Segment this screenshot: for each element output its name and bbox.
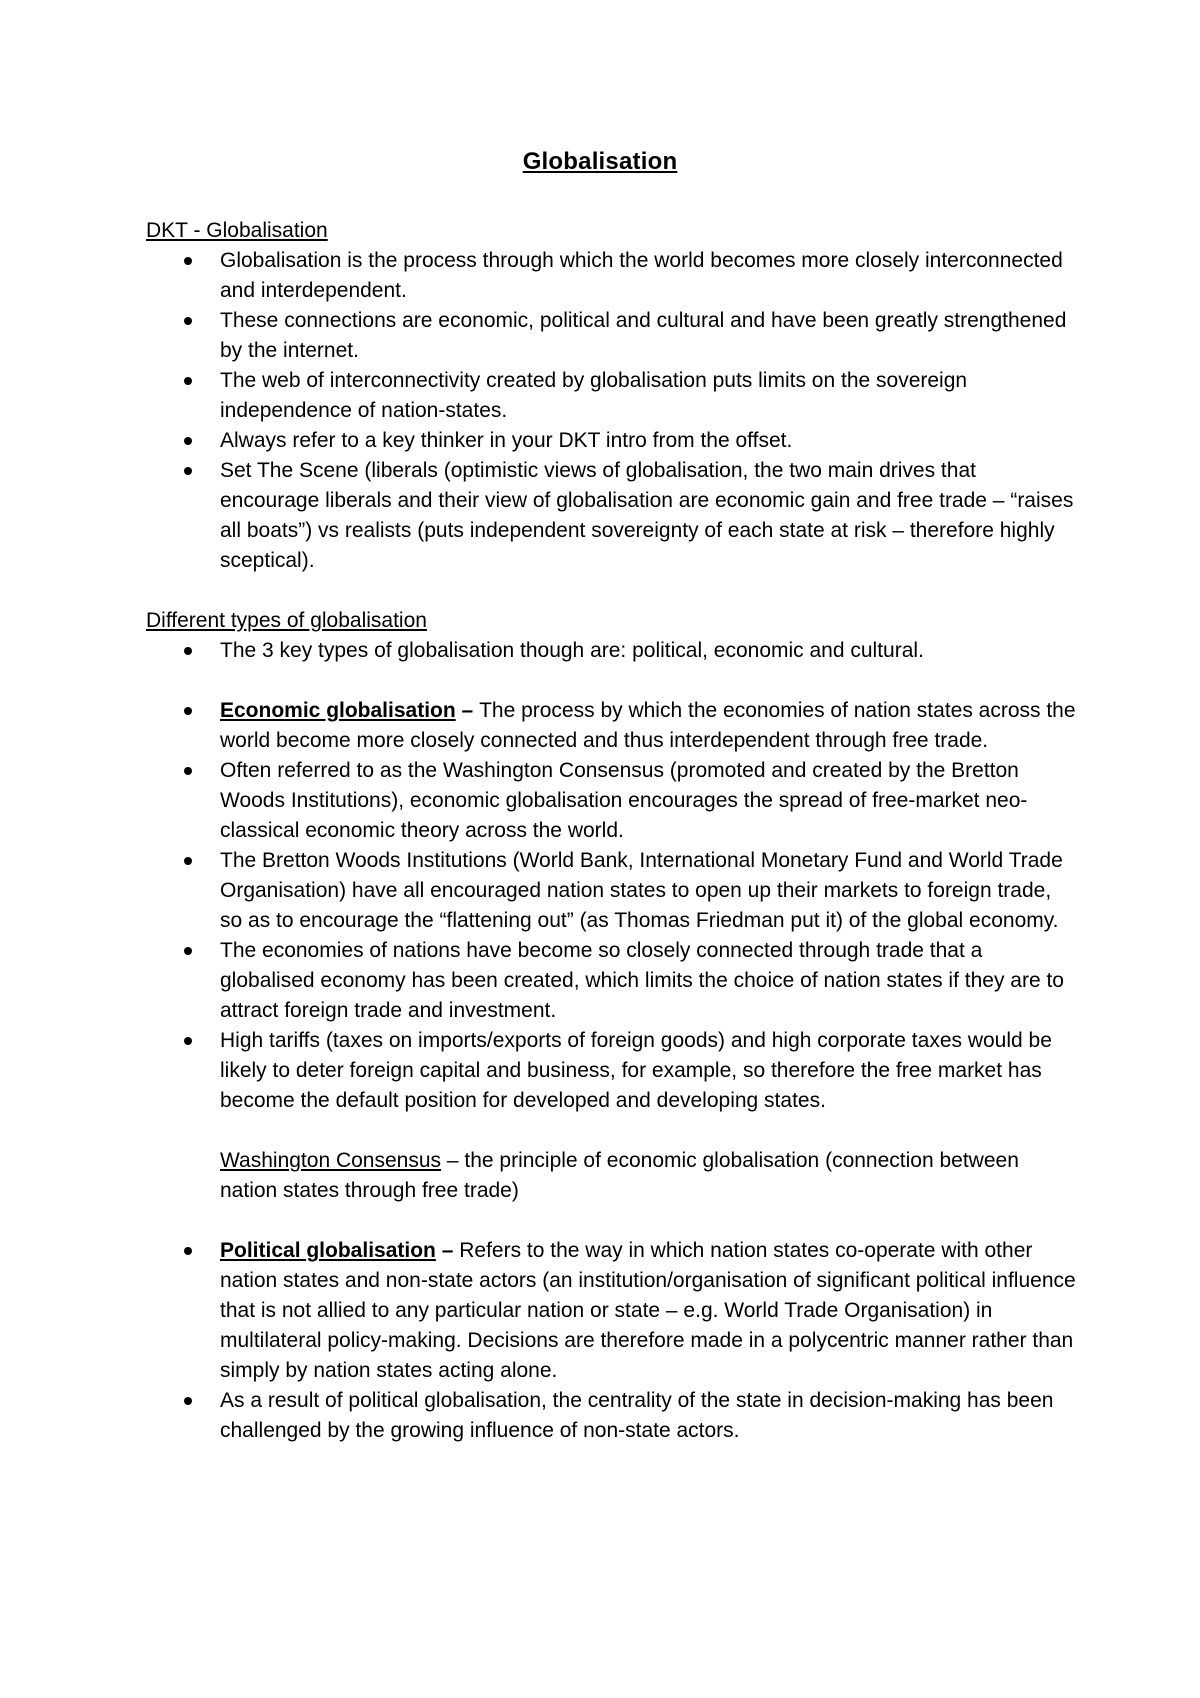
economic-globalisation-list — [146, 696, 1076, 1116]
list-item-text: The Bretton Woods Institutions (World Bank, International Monetary Fund and World Trade Organisation) have all encouraged nation states to open up their markets to foreign trade, so as to encourage the “flattening out” (as Thomas Friedman put it) of the global economy. — [220, 849, 1063, 932]
list-item-text: The web of interconnectivity created by globalisation puts limits on the sovereign independence of nation-states. — [220, 369, 968, 422]
bullet-icon — [184, 467, 192, 475]
dkt-bullet-list — [146, 246, 1076, 576]
bullet-icon — [184, 647, 192, 655]
bullet-icon — [184, 257, 192, 265]
bullet-icon — [184, 947, 192, 955]
bullet-icon — [184, 1247, 192, 1255]
washington-consensus-text: – the principle of economic globalisation (connection between nation states through free trade) — [220, 1149, 1019, 1202]
political-globalisation-term: Political globalisation — [220, 1239, 436, 1262]
political-globalisation-definition: Refers to the way in which nation states co-operate with other nation states and non-state actors (an institution/organisation of significant political influence that is not allied to any particular nation or state – e.g. World Trade Organisation) in multilateral policy-making. Decisions are therefore made in a polycentric manner rather than simply by nation states acting alone. — [220, 1239, 1076, 1382]
spacer — [146, 1116, 1076, 1146]
economic-globalisation-term: Economic globalisation — [220, 699, 456, 722]
list-item — [146, 366, 1076, 426]
list-item — [146, 1236, 1076, 1386]
bullet-icon — [184, 377, 192, 385]
section-heading-dkt: DKT - Globalisation — [146, 219, 328, 242]
list-item-text: The 3 key types of globalisation though are: political, economic and cultural. — [220, 639, 924, 662]
list-item — [146, 306, 1076, 366]
list-item-text: High tariffs (taxes on imports/exports of foreign goods) and high corporate taxes would be likely to deter foreign capital and business, for example, so therefore the free market has become the default position for developed and developing states. — [220, 1029, 1052, 1112]
bullet-icon — [184, 857, 192, 865]
list-item — [146, 846, 1076, 936]
list-item-text: Globalisation is the process through which the world becomes more closely interconnected and interdependent. — [220, 249, 1063, 302]
political-globalisation-list — [146, 1236, 1076, 1446]
term-dash: – — [455, 699, 480, 722]
list-item-text: These connections are economic, political and cultural and have been greatly strengthened by the internet. — [220, 309, 1067, 362]
washington-consensus-definition — [146, 1146, 1076, 1206]
list-item — [146, 696, 1076, 756]
list-item — [146, 1026, 1076, 1116]
list-item-text: Often referred to as the Washington Consensus (promoted and created by the Bretton Woods Institutions), economic globalisation encourages the spread of free-market neo-classical economic theory across the world. — [220, 759, 1028, 842]
list-item — [146, 1386, 1076, 1446]
spacer — [146, 1206, 1076, 1236]
economic-globalisation-definition: The process by which the economies of nation states across the world become more closely connected and thus interdependent through free trade. — [220, 699, 1076, 752]
types-intro-list — [146, 636, 1076, 666]
list-item — [146, 936, 1076, 1026]
list-item — [146, 246, 1076, 306]
spacer — [146, 666, 1076, 696]
bullet-icon — [184, 707, 192, 715]
list-item-text: The economies of nations have become so closely connected through trade that a globalised economy has been created, which limits the choice of nation states if they are to attract foreign trade and investment. — [220, 939, 1064, 1022]
list-item — [146, 636, 1076, 666]
term-dash: – — [435, 1239, 460, 1262]
bullet-icon — [184, 437, 192, 445]
spacer — [146, 576, 1076, 606]
list-item — [146, 426, 1076, 456]
washington-consensus-term: Washington Consensus — [220, 1149, 442, 1172]
list-item — [146, 756, 1076, 846]
document-body — [146, 216, 1076, 1446]
section-heading-types: Different types of globalisation — [146, 609, 427, 632]
page-title: Globalisation — [522, 148, 678, 175]
bullet-icon — [184, 317, 192, 325]
bullet-icon — [184, 767, 192, 775]
bullet-icon — [184, 1037, 192, 1045]
list-item-text: Set The Scene (liberals (optimistic views of globalisation, the two main drives that encourage liberals and their view of globalisation are economic gain and free trade – “raises all boats”) vs realists (puts independent sovereignty of each state at risk – therefore highly sceptical). — [220, 459, 1074, 572]
list-item-text: As a result of political globalisation, the centrality of the state in decision-making has been challenged by the growing influence of non-state actors. — [220, 1389, 1054, 1442]
list-item — [146, 456, 1076, 576]
bullet-icon — [184, 1397, 192, 1405]
list-item-text: Always refer to a key thinker in your DKT intro from the offset. — [220, 429, 793, 452]
